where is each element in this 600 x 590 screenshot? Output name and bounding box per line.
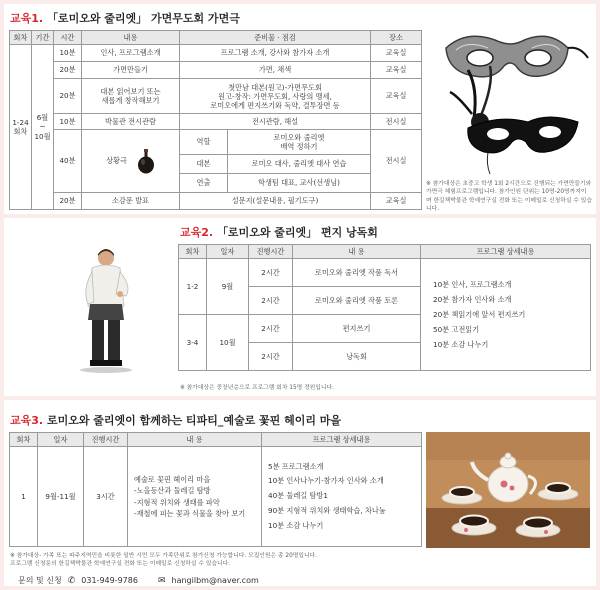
section3-note: ※ 참가대상- 가족 또는 파주지역민을 비롯한 일반 시민 모두 가족단위로 참가신청 가능합니다. 모집인원은 총 20명입니다. 프로그램 신청문의 한길책박물관 학예연구실 전화 또는 이메일로 신청하실 수 있습니다. — [10, 553, 317, 568]
play-label: 상황극 — [106, 156, 127, 166]
header-content: 내 용 — [293, 245, 421, 259]
duration-cell: 2시간 — [249, 259, 293, 287]
section3-header-row — [10, 433, 422, 447]
section1-note: ※ 참가대상은 초중고 학생 1회 2시간으로 진행되는 가면만들기와 가면극 체험프로그램입니다. 참가인원 단위는 10명-20명까지이며 한길책박물관 학예연구실 전화 또는 이메일로 신청하실 수 있습니다. — [426, 181, 592, 213]
time-cell: 40분 — [54, 130, 82, 193]
section2-number: 교육2. — [180, 226, 214, 239]
direction-label: 연출 — [180, 174, 228, 192]
direction-value: 학생팀 대표, 교사(선생님) — [258, 178, 340, 188]
content-cell: 로미오와 줄리엣 작품 독서 — [293, 259, 421, 287]
session-cell: 1-2 — [179, 259, 207, 315]
header-session: 회차 — [10, 433, 38, 447]
date-cell: 10월 — [207, 315, 249, 371]
duration-cell: 2시간 — [249, 315, 293, 343]
session-cell: 1 — [10, 447, 38, 547]
prep-place-wrap — [180, 45, 422, 62]
place-cell: 교육실 — [385, 91, 407, 101]
detail-cell — [421, 259, 591, 371]
header-time: 시간 — [54, 31, 82, 45]
place-cell: 교육실 — [385, 48, 407, 58]
content-cell: 예술로 꽃핀 헤이리 마을 -노을동산과 둘레길 탐방 -지형적 위치와 생태를 파악 -재철에 피는 꽃과 식물을 찾아 보기 — [128, 447, 262, 547]
section1-heading: 「로미오와 줄리엣」 가면무도회 가면극 — [46, 12, 240, 25]
time-cell: 20분 — [54, 193, 82, 210]
play-content-cell — [82, 130, 180, 193]
section2-header-row — [179, 245, 591, 259]
period-cell: 6월 ~ 10월 — [32, 45, 54, 210]
header-duration: 진행시간 — [249, 245, 293, 259]
section3-table — [9, 432, 422, 547]
table-row — [10, 114, 422, 130]
header-detail: 프로그램 상세내용 — [421, 245, 591, 259]
prep-place-wrap — [180, 62, 422, 79]
detail-line: 10분 소감 나누기 — [268, 520, 324, 530]
play-sub-table — [180, 130, 371, 192]
prep-place-wrap — [180, 193, 422, 210]
table-row — [10, 79, 422, 114]
header-prep: 준비물 · 점검 — [180, 31, 371, 45]
time-cell: 20분 — [54, 62, 82, 79]
contact-email[interactable]: hangilbm@naver.com — [171, 576, 259, 585]
role-label: 역할 — [180, 130, 228, 154]
detail-cell — [262, 447, 422, 547]
header-session: 회차 — [10, 31, 32, 45]
detail-line: 10분 인사나누기-참가자 인사와 소개 — [268, 476, 384, 486]
prep-cell: 설문지(설문내용, 필기도구) — [180, 193, 371, 209]
content-cell: 로미오와 줄리엣 작품 토론 — [293, 287, 421, 315]
contact-phone[interactable]: 031-949-9786 — [81, 576, 138, 585]
content-cell: 가면만들기 — [82, 62, 180, 79]
detail-line: 40분 둘레길 탐방1 — [268, 491, 328, 501]
duration-cell: 3시간 — [84, 447, 128, 547]
prep-cell: 가면, 채색 — [180, 62, 371, 78]
detail-line: 5분 프로그램소개 — [268, 461, 324, 471]
phone-icon: ✆ — [67, 575, 76, 586]
content-cell: 편지쓰기 — [293, 315, 421, 343]
header-detail: 프로그램 상세내용 — [262, 433, 422, 447]
role-value: 로미오와 줄리엣 배역 정하기 — [273, 132, 325, 151]
header-session: 회차 — [179, 245, 207, 259]
time-cell: 10분 — [54, 114, 82, 130]
prep-place-wrap — [180, 114, 422, 130]
script-label: 대본 — [180, 155, 228, 173]
place-cell: 교육실 — [385, 65, 407, 75]
place-cell: 전시실 — [385, 116, 407, 126]
detail-line: 10분 인사, 프로그램소개 — [433, 279, 512, 289]
date-cell: 9월 — [207, 259, 249, 315]
session-cell: 3-4 — [179, 315, 207, 371]
section1-number: 교육1. — [10, 12, 44, 25]
poison-bottle-icon — [137, 148, 155, 174]
prep-cell: 전시관람, 해설 — [180, 114, 371, 129]
table-row — [10, 130, 422, 193]
section2-title — [180, 224, 378, 240]
time-cell: 20분 — [54, 79, 82, 114]
tea-set-image — [426, 432, 590, 548]
table-row — [10, 447, 422, 547]
content-cell: 소감문 발표 — [82, 193, 180, 210]
contact-bar — [18, 575, 259, 586]
duration-cell: 2시간 — [249, 343, 293, 371]
romeo-figure-image — [70, 246, 140, 378]
masquerade-masks-image — [428, 18, 592, 178]
prep-place-wrap — [180, 79, 422, 114]
date-cell: 9월-11월 — [38, 447, 84, 547]
section3-title — [10, 412, 341, 428]
section3-heading: 로미오와 줄리엣이 함께하는 티파티_예술로 꽃핀 헤이리 마을 — [46, 414, 342, 427]
detail-line: 20분 책읽기에 앞서 편지쓰기 — [433, 309, 526, 319]
section1-table — [9, 30, 422, 210]
contact-label: 문의 및 신청 — [18, 576, 62, 585]
prep-cell: 첫만남 대본(원고)-가면무도회 원고-창작: 가면무도회, 사랑의 맹세, 로미오에게 편지쓰기와 독약, 결투장면 등 — [180, 79, 371, 113]
section2-table — [178, 244, 591, 371]
table-row — [10, 193, 422, 210]
content-cell: 대본 읽어보기 또는 새롭게 창작해보기 — [82, 79, 180, 114]
section2-heading: 「로미오와 줄리엣」 편지 낭독회 — [216, 226, 378, 239]
session-cell: 1-24 회차 — [10, 45, 32, 210]
section1-title — [10, 10, 240, 26]
script-value: 로미오 대사, 줄리엣 대사 연습 — [251, 159, 347, 169]
header-place: 장소 — [371, 31, 422, 45]
table-row — [10, 45, 422, 62]
play-sub-wrap — [180, 130, 422, 193]
detail-line: 90분 지형적 위치와 생태학습, 차나눔 — [268, 505, 386, 515]
section2-note: ※ 참가대상은 중장년층으로 프로그램 회차 15명 정원입니다. — [180, 385, 334, 391]
content-cell: 인사, 프로그램소개 — [82, 45, 180, 62]
header-content: 내용 — [82, 31, 180, 45]
email-icon: ✉ — [157, 575, 166, 586]
table-row — [179, 259, 591, 287]
header-date: 일자 — [207, 245, 249, 259]
header-content: 내 용 — [128, 433, 262, 447]
detail-line: 10분 소감 나누기 — [433, 340, 489, 350]
detail-line: 20분 참가자 인사와 소개 — [433, 294, 512, 304]
place-cell: 전시실 — [385, 156, 407, 166]
detail-line: 50분 고전읽기 — [433, 325, 480, 335]
header-period: 기간 — [32, 31, 54, 45]
content-cell: 박물관 전시관람 — [82, 114, 180, 130]
time-cell: 10분 — [54, 45, 82, 62]
prep-cell: 프로그램 소개, 강사와 참가자 소개 — [180, 45, 371, 61]
content-cell: 낭독회 — [293, 343, 421, 371]
header-duration: 진행시간 — [84, 433, 128, 447]
place-cell: 교육실 — [385, 196, 407, 206]
header-date: 일자 — [38, 433, 84, 447]
section1-header-row — [10, 31, 422, 45]
table-row — [10, 62, 422, 79]
duration-cell: 2시간 — [249, 287, 293, 315]
section3-number: 교육3. — [10, 414, 44, 427]
